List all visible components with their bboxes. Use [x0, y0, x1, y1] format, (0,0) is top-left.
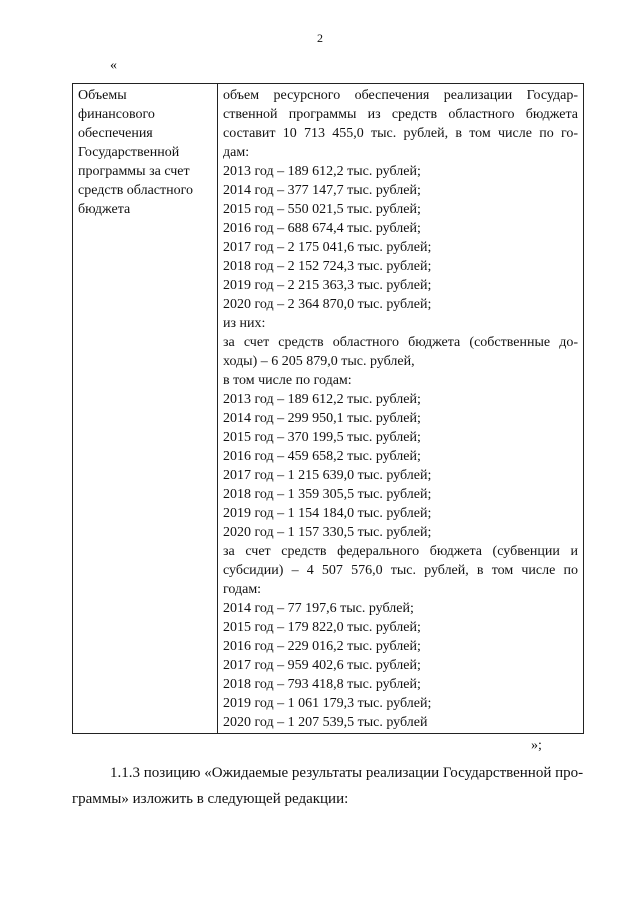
page-number: 2 [317, 31, 323, 45]
paragraph-line: 1.1.3 позицию «Ожидаемые результаты реализации Государственной про- [110, 765, 584, 781]
value-line: 2015 год – 370 199,5 тыс. рублей; [223, 430, 421, 445]
value-line: ходы) – 6 205 879,0 тыс. рублей, [223, 354, 415, 369]
value-line: 2018 год – 793 418,8 тыс. рублей; [223, 677, 421, 692]
value-line: 2019 год – 1 154 184,0 тыс. рублей; [223, 506, 432, 521]
closing-quote: »; [531, 738, 542, 753]
label-line: Государственной [78, 145, 180, 160]
table-value-cell [218, 84, 583, 733]
label-line: программы за счет [78, 164, 190, 179]
value-line: 2020 год – 1 157 330,5 тыс. рублей; [223, 525, 432, 540]
value-line: 2015 год – 179 822,0 тыс. рублей; [223, 620, 421, 635]
label-line: финансового [78, 107, 155, 122]
value-line: 2016 год – 459 658,2 тыс. рублей; [223, 449, 421, 464]
value-line: 2014 год – 299 950,1 тыс. рублей; [223, 411, 421, 426]
value-line: 2017 год – 959 402,6 тыс. рублей; [223, 658, 421, 673]
opening-quote: « [110, 58, 117, 73]
value-line: за счет средств федерального бюджета (субвенции и [223, 544, 578, 559]
body-paragraph [72, 760, 584, 812]
value-line: годам: [223, 582, 262, 597]
value-line: дам: [223, 145, 250, 160]
value-line: 2013 год – 189 612,2 тыс. рублей; [223, 392, 421, 407]
value-line: 2017 год – 2 175 041,6 тыс. рублей; [223, 240, 432, 255]
table-label-cell [73, 84, 218, 733]
value-line: 2020 год – 2 364 870,0 тыс. рублей; [223, 297, 432, 312]
label-line: обеспечения [78, 126, 153, 141]
value-line: в том числе по годам: [223, 373, 352, 388]
value-line: 2019 год – 2 215 363,3 тыс. рублей; [223, 278, 432, 293]
value-line: составит 10 713 455,0 тыс. рублей, в том числе по го- [223, 126, 578, 141]
value-line: из них: [223, 316, 266, 331]
paragraph-line: граммы» изложить в следующей редакции: [72, 791, 349, 807]
funding-table [72, 83, 584, 734]
value-line: 2016 год – 229 016,2 тыс. рублей; [223, 639, 421, 654]
label-line: средств областного [78, 183, 194, 198]
value-line: 2015 год – 550 021,5 тыс. рублей; [223, 202, 421, 217]
value-line: 2014 год – 377 147,7 тыс. рублей; [223, 183, 421, 198]
value-line: 2018 год – 1 359 305,5 тыс. рублей; [223, 487, 432, 502]
value-line: 2017 год – 1 215 639,0 тыс. рублей; [223, 468, 432, 483]
label-line: Объемы [78, 88, 127, 103]
value-line: 2020 год – 1 207 539,5 тыс. рублей [223, 715, 428, 730]
value-line: ственной программы из средств областного бюджета [223, 107, 578, 122]
value-line: за счет средств областного бюджета (собственные до- [223, 335, 578, 350]
label-line: бюджета [78, 202, 131, 217]
value-line: объем ресурсного обеспечения реализации Государ- [223, 88, 578, 103]
value-line: 2013 год – 189 612,2 тыс. рублей; [223, 164, 421, 179]
value-line: субсидии) – 4 507 576,0 тыс. рублей, в том числе по [223, 563, 578, 578]
value-line: 2016 год – 688 674,4 тыс. рублей; [223, 221, 421, 236]
value-line: 2014 год – 77 197,6 тыс. рублей; [223, 601, 414, 616]
value-line: 2018 год – 2 152 724,3 тыс. рублей; [223, 259, 432, 274]
value-line: 2019 год – 1 061 179,3 тыс. рублей; [223, 696, 432, 711]
